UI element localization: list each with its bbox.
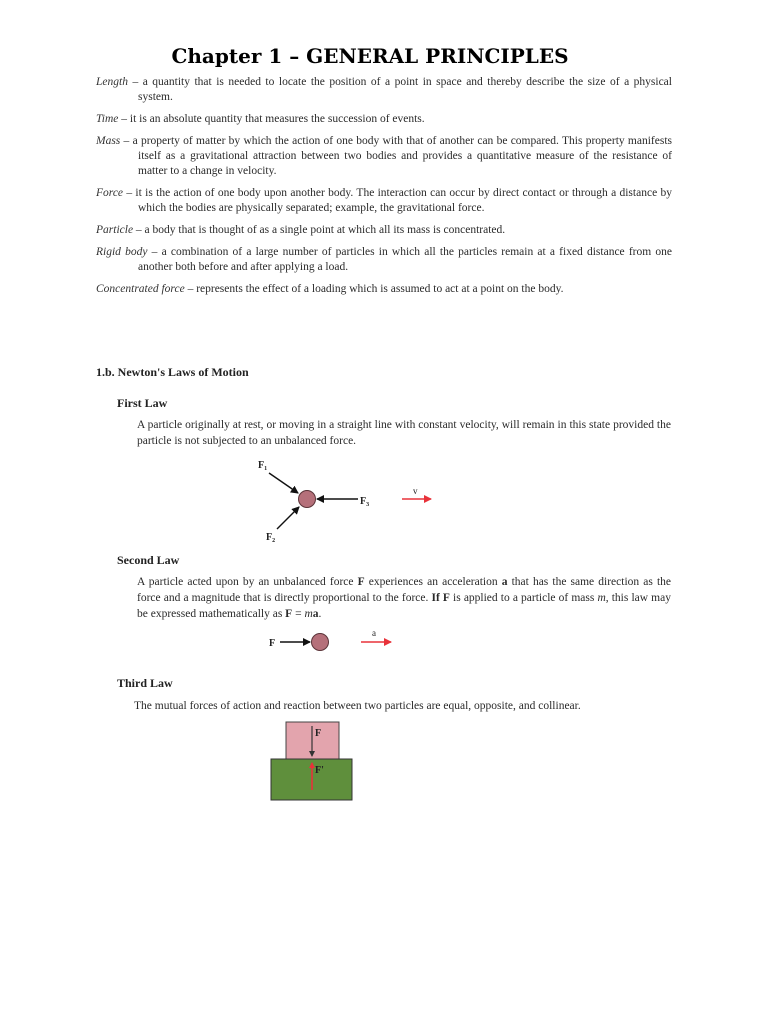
- definition-term: Concentrated force: [96, 283, 185, 295]
- particle: [312, 634, 329, 651]
- definition-concentrated-force: [96, 282, 672, 297]
- force-f2-arrow: [277, 507, 299, 529]
- text-part: , this law may be expressed mathematically as: [137, 592, 671, 620]
- definition-term: Length: [96, 76, 128, 88]
- symbol-acceleration: a: [501, 576, 508, 588]
- third-law-text: The mutual forces of action and reaction between two particles are equal, opposite, and collinear.: [134, 700, 581, 712]
- label-f1-main: F: [258, 460, 265, 471]
- definition-text: – represents the effect of a loading which is assumed to act at a point on the body.: [184, 283, 564, 295]
- label-f2-main: F: [266, 532, 273, 543]
- symbol-force: F: [357, 576, 365, 588]
- label-f3-sub: 3: [366, 502, 370, 508]
- label-v: v: [413, 486, 418, 496]
- label-f: F: [269, 638, 276, 649]
- definition-rigid-body: [96, 245, 672, 275]
- symbol-force: F: [285, 608, 293, 620]
- definition-length: [96, 75, 672, 105]
- text-part: .: [318, 608, 322, 620]
- symbol-mass: m: [597, 592, 606, 604]
- text-part: =: [292, 608, 305, 620]
- definition-text: – it is the action of one body upon another body. The interaction can occur by direct contact or through a distance by which the bodies are physically separated; example, the gravitational force.: [123, 187, 672, 214]
- definition-text: – a combination of a large number of particles in which all the particles remain at a fixed distance from one another both before and after applying a load.: [138, 246, 672, 273]
- label-f3: [360, 496, 369, 508]
- definition-text: – it is an absolute quantity that measures the succession of events.: [118, 113, 425, 125]
- second-law-figure: [265, 625, 405, 655]
- definition-force: [96, 186, 672, 216]
- definition-text: – a body that is thought of as a single point at which all its mass is concentrated.: [133, 224, 506, 236]
- symbol-mass: m: [304, 608, 313, 620]
- label-f3-main: F: [360, 496, 367, 507]
- third-law-figure: [270, 720, 356, 802]
- text-part: A particle acted upon by an unbalanced force: [137, 576, 358, 588]
- definition-term: Force: [96, 187, 124, 199]
- label-f: F: [315, 728, 322, 739]
- definition-time: [96, 112, 672, 127]
- definition-text: – a quantity that is needed to locate the position of a point in space and thereby describe the size of a physical system.: [127, 76, 672, 103]
- label-f2-sub: 2: [272, 538, 276, 544]
- label-f2: [266, 532, 275, 544]
- text-part: experiences an acceleration: [364, 576, 502, 588]
- second-law-text: [137, 574, 671, 622]
- definition-mass: [96, 134, 672, 179]
- text-part: is applied to a particle of mass: [449, 592, 598, 604]
- definition-term: Mass: [96, 135, 121, 147]
- third-law-title: Third Law: [117, 676, 173, 690]
- label-f-prime: F': [315, 765, 324, 776]
- definition-particle: [96, 223, 672, 238]
- chapter-title: Chapter 1 – GENERAL PRINCIPLES: [171, 44, 569, 68]
- definitions-list: [96, 75, 672, 304]
- force-f1-arrow: [269, 473, 298, 493]
- first-law-figure: [250, 456, 450, 546]
- label-f1: [258, 460, 267, 472]
- definition-term: Time: [96, 113, 119, 125]
- particle: [299, 491, 316, 508]
- text-part: that has the same direction as the force and a magnitude that is directly proportional to the force.: [137, 576, 671, 604]
- label-f1-sub: 1: [264, 466, 268, 472]
- first-law-title: First Law: [117, 396, 168, 410]
- definition-term: Rigid body: [96, 246, 148, 258]
- definition-term: Particle: [96, 224, 134, 236]
- second-law-title: Second Law: [117, 553, 180, 567]
- definition-text: – a property of matter by which the action of one body with that of another can be compared. This property manifests itself as a gravitational attraction between two bodies and provides a quantitative measure of the resistance of matter to a change in velocity.: [120, 135, 672, 177]
- symbol-acceleration: a: [312, 608, 319, 620]
- section-heading: 1.b. Newton's Laws of Motion: [96, 365, 249, 379]
- symbol-force: If F: [431, 592, 450, 604]
- first-law-text: A particle originally at rest, or moving in a straight line with constant velocity, will remain in this state provided the particle is not subjected to an unbalanced force.: [137, 419, 671, 447]
- label-a: a: [372, 628, 376, 638]
